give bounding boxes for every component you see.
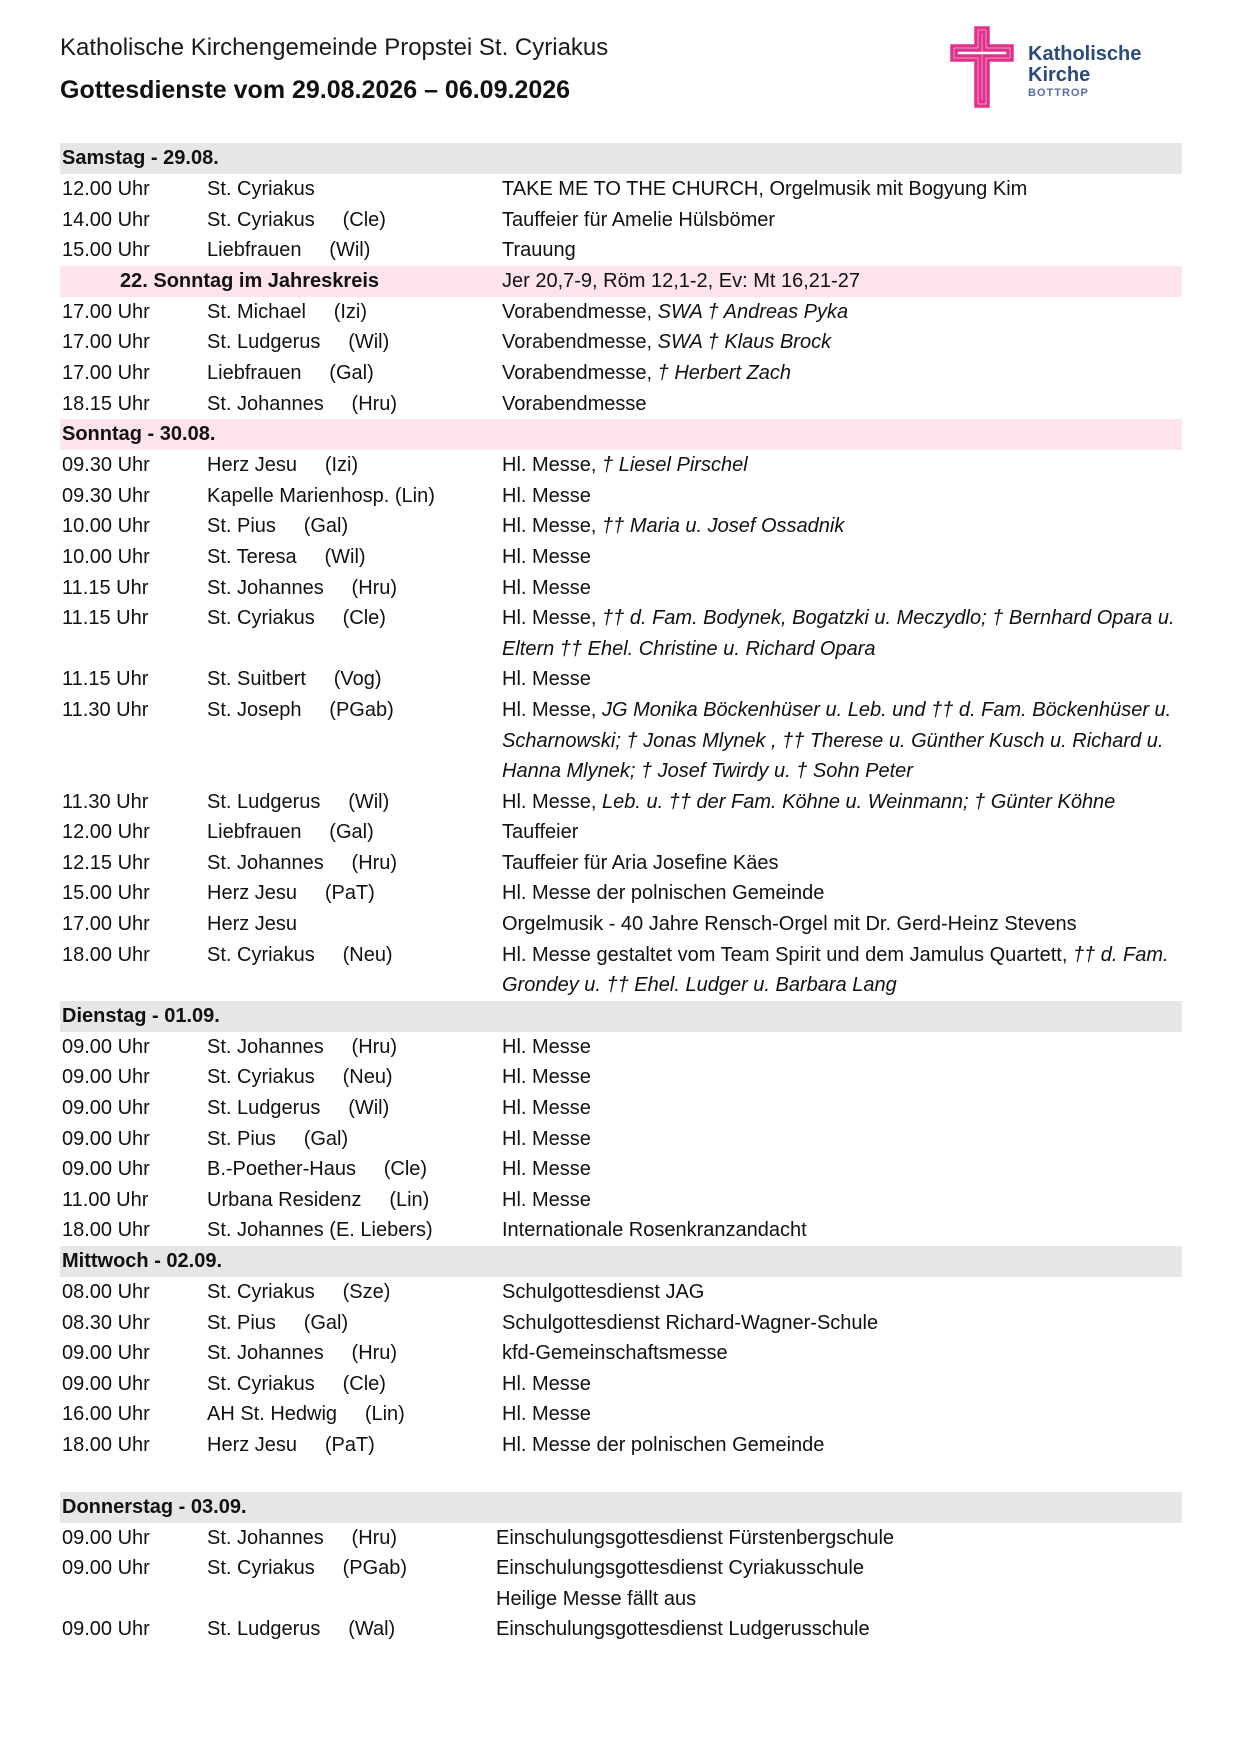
service-type: Hl. Messe xyxy=(502,1035,591,1058)
service-description xyxy=(502,511,1182,542)
service-description xyxy=(502,573,1182,604)
service-time: 09.30 Uhr xyxy=(62,484,150,507)
service-time: 17.00 Uhr xyxy=(62,361,150,384)
service-type: Vorabendmesse xyxy=(502,392,647,415)
service-time: 11.30 Uhr xyxy=(62,790,149,813)
service-description xyxy=(502,205,1182,236)
service-time: 17.00 Uhr xyxy=(62,331,150,354)
service-location: St. Pius (Gal) xyxy=(207,1127,349,1150)
cross-icon xyxy=(950,26,1020,110)
service-time: 09.00 Uhr xyxy=(62,1097,150,1120)
service-type: Hl. Messe xyxy=(502,1127,591,1150)
service-location: St. Cyriakus (Neu) xyxy=(207,943,393,966)
service-location: Urbana Residenz (Lin) xyxy=(207,1188,430,1211)
service-type: Internationale Rosenkranzandacht xyxy=(502,1219,807,1242)
service-type: Hl. Messe xyxy=(502,484,591,507)
service-time: 08.00 Uhr xyxy=(62,1281,150,1303)
service-row xyxy=(60,511,1182,542)
service-row xyxy=(60,1032,1182,1063)
service-row xyxy=(60,695,1182,787)
service-time: 10.00 Uhr xyxy=(62,545,150,568)
service-description xyxy=(502,817,1182,848)
service-description xyxy=(502,1032,1182,1063)
service-location: Liebfrauen (Wil) xyxy=(207,239,371,262)
service-intentions: Leb. u. †† der Fam. Köhne u. Weinmann; † Günter Köhne xyxy=(596,790,1116,813)
service-location: St. Cyriakus (Cle) xyxy=(207,208,386,231)
service-type: Hl. Messe xyxy=(502,576,591,599)
service-row xyxy=(60,1062,1182,1093)
service-location: St. Cyriakus (Neu) xyxy=(207,1066,393,1089)
service-description xyxy=(496,1553,1176,1614)
service-row xyxy=(60,1124,1182,1155)
service-location: St. Cyriakus (Cle) xyxy=(207,607,386,630)
service-description xyxy=(502,909,1182,940)
day-header: Samstag - 29.08. xyxy=(60,143,1182,174)
service-type: Hl. Messe, xyxy=(502,454,597,477)
service-time: 09.00 Uhr xyxy=(62,1035,150,1058)
service-row xyxy=(60,1614,1182,1645)
service-description xyxy=(502,1399,1182,1430)
service-time: 09.00 Uhr xyxy=(62,1557,150,1580)
service-location: St. Teresa (Wil) xyxy=(207,545,366,568)
service-description xyxy=(502,1308,1182,1339)
service-type: Einschulungsgottesdienst Ludgerusschule xyxy=(496,1618,870,1641)
service-row xyxy=(60,603,1182,664)
service-location: Kapelle Marienhosp. (Lin) xyxy=(207,484,435,507)
service-time: 09.00 Uhr xyxy=(62,1526,150,1549)
service-description xyxy=(502,603,1182,664)
service-location: St. Johannes (Hru) xyxy=(207,392,398,415)
service-description xyxy=(502,1093,1182,1124)
service-intentions: †† d. Fam. Grondey u. †† Ehel. Ludger u. Barbara Lang xyxy=(502,943,1169,997)
service-type: kfd-Gemeinschaftsmesse xyxy=(502,1342,728,1365)
service-time: 11.15 Uhr xyxy=(62,607,149,630)
service-location: St. Cyriakus xyxy=(207,178,315,200)
service-intentions: JG Monika Böckenhüser u. Leb. und †† d. Fam. Böckenhüser u. Scharnowski; † Jonas Mlynek , †† Therese u. Günther Kusch u. Richard u. Hanna Mlynek; † Josef Twirdy u. † Sohn Peter xyxy=(502,698,1172,783)
service-type: Hl. Messe xyxy=(502,545,591,568)
service-intentions: † Herbert Zach xyxy=(652,361,792,384)
service-intentions: †† Maria u. Josef Ossadnik xyxy=(596,515,845,538)
service-row xyxy=(60,1523,1182,1554)
spacer xyxy=(60,1461,1182,1492)
service-description xyxy=(502,940,1182,1001)
service-time: 12.15 Uhr xyxy=(62,851,150,874)
service-time: 12.00 Uhr xyxy=(62,821,150,844)
service-location: St. Johannes (Hru) xyxy=(207,576,398,599)
service-description xyxy=(502,481,1182,512)
service-location: St. Joseph (PGab) xyxy=(207,698,394,721)
service-description xyxy=(502,450,1182,481)
service-type: Hl. Messe, xyxy=(502,515,597,538)
service-time: 16.00 Uhr xyxy=(62,1403,150,1426)
day-header: Sonntag - 30.08. xyxy=(60,419,1182,450)
service-location: St. Cyriakus (Sze) xyxy=(207,1281,391,1303)
service-description xyxy=(502,358,1182,389)
service-row xyxy=(60,1369,1182,1400)
service-type: Hl. Messe xyxy=(502,1188,591,1211)
service-time: 09.00 Uhr xyxy=(62,1618,150,1641)
service-location: Herz Jesu (Izi) xyxy=(207,454,359,477)
service-type: Hl. Messe der polnischen Gemeinde xyxy=(502,1433,825,1456)
service-type: Hl. Messe xyxy=(502,1066,591,1089)
service-description xyxy=(496,1523,1176,1554)
service-row xyxy=(60,940,1182,1001)
service-row xyxy=(60,1185,1182,1216)
service-time: 09.00 Uhr xyxy=(62,1127,150,1150)
logo-line1: Katholische xyxy=(1028,43,1142,65)
service-type: Hl. Messe der polnischen Gemeinde xyxy=(502,882,825,905)
service-time: 10.00 Uhr xyxy=(62,515,150,538)
parish-title: Katholische Kirchengemeinde Propstei St. Cyriakus xyxy=(60,34,609,61)
service-location: St. Ludgerus (Wil) xyxy=(207,331,390,354)
service-row xyxy=(60,1215,1182,1246)
service-location: Liebfrauen (Gal) xyxy=(207,821,374,844)
service-time: 18.00 Uhr xyxy=(62,1219,150,1242)
service-description xyxy=(502,1062,1182,1093)
service-row xyxy=(60,358,1182,389)
service-type: Tauffeier für Amelie Hülsbömer xyxy=(502,208,776,231)
service-description xyxy=(502,1215,1182,1246)
service-location: St. Johannes (Hru) xyxy=(207,851,398,874)
service-row xyxy=(60,878,1182,909)
parish-logo xyxy=(950,26,1160,110)
service-location: St. Pius (Gal) xyxy=(207,1311,349,1334)
service-time: 17.00 Uhr xyxy=(62,300,150,323)
feast-name: 22. Sonntag im Jahreskreis xyxy=(120,269,380,292)
day-header: Dienstag - 01.09. xyxy=(60,1001,1182,1032)
service-row xyxy=(60,327,1182,358)
service-location: St. Johannes (Hru) xyxy=(207,1035,398,1058)
service-row xyxy=(60,1093,1182,1124)
service-time: 15.00 Uhr xyxy=(62,882,150,905)
service-location: Herz Jesu (PaT) xyxy=(207,1433,375,1456)
day-header: Donnerstag - 03.09. xyxy=(60,1492,1182,1523)
service-description xyxy=(502,235,1182,266)
service-row xyxy=(60,664,1182,695)
service-type: Hl. Messe xyxy=(502,668,591,691)
logo-wordmark xyxy=(1028,44,1141,100)
service-type: Tauffeier xyxy=(502,821,579,844)
service-type: Vorabendmesse, xyxy=(502,300,653,323)
service-row xyxy=(60,573,1182,604)
service-type: Vorabendmesse, xyxy=(502,331,653,354)
service-description xyxy=(502,1154,1182,1185)
service-time: 18.00 Uhr xyxy=(62,1433,150,1456)
service-description xyxy=(502,1277,1182,1308)
service-row xyxy=(60,542,1182,573)
service-row xyxy=(60,787,1182,818)
service-row xyxy=(60,1399,1182,1430)
service-time: 17.00 Uhr xyxy=(62,913,150,936)
service-description xyxy=(502,848,1182,879)
service-type: Hl. Messe xyxy=(502,1097,591,1120)
service-time: 08.30 Uhr xyxy=(62,1311,150,1334)
service-row xyxy=(60,450,1182,481)
service-description xyxy=(502,664,1182,695)
logo-line2: Kirche xyxy=(1028,64,1091,86)
service-row xyxy=(60,297,1182,328)
service-time: 12.00 Uhr xyxy=(62,178,150,200)
service-time: 11.15 Uhr xyxy=(62,668,149,691)
service-type: Schulgottesdienst JAG xyxy=(502,1281,705,1303)
service-type: Einschulungsgottesdienst Fürstenbergschule xyxy=(496,1526,895,1549)
service-location: St. Pius (Gal) xyxy=(207,515,349,538)
service-location: St. Suitbert (Vog) xyxy=(207,668,382,691)
service-row xyxy=(60,174,1182,205)
service-type: TAKE ME TO THE CHURCH, Orgelmusik mit Bogyung Kim xyxy=(502,178,1028,200)
service-description xyxy=(502,297,1182,328)
service-time: 09.00 Uhr xyxy=(62,1158,150,1181)
service-description xyxy=(502,1369,1182,1400)
service-row xyxy=(60,1553,1182,1614)
service-row xyxy=(60,848,1182,879)
service-time: 09.30 Uhr xyxy=(62,454,150,477)
service-time: 18.00 Uhr xyxy=(62,943,150,966)
service-description xyxy=(502,389,1182,420)
service-time: 11.00 Uhr xyxy=(62,1188,149,1211)
service-time: 09.00 Uhr xyxy=(62,1066,150,1089)
service-time: 14.00 Uhr xyxy=(62,208,150,231)
service-description xyxy=(502,695,1182,787)
service-location: Herz Jesu (PaT) xyxy=(207,882,375,905)
service-type: Tauffeier für Aria Josefine Käes xyxy=(502,851,779,874)
service-time: 11.30 Uhr xyxy=(62,698,149,721)
service-row xyxy=(60,1308,1182,1339)
service-row xyxy=(60,817,1182,848)
service-time: 09.00 Uhr xyxy=(62,1342,150,1365)
service-row xyxy=(60,481,1182,512)
service-time: 18.15 Uhr xyxy=(62,392,150,415)
service-location: St. Cyriakus (Cle) xyxy=(207,1372,386,1395)
service-schedule xyxy=(60,143,1182,1645)
service-intentions: SWA † Klaus Brock xyxy=(652,331,832,354)
service-description xyxy=(502,878,1182,909)
service-type: Hl. Messe, xyxy=(502,698,597,721)
service-description xyxy=(496,1614,1176,1645)
service-intentions: SWA † Andreas Pyka xyxy=(652,300,849,323)
service-location: St. Michael (Izi) xyxy=(207,300,368,323)
schedule-subtitle: Gottesdienste vom 29.08.2026 – 06.09.2026 xyxy=(60,76,571,104)
service-location: St. Cyriakus (PGab) xyxy=(207,1557,408,1580)
service-description xyxy=(502,542,1182,573)
service-intentions: † Liesel Pirschel xyxy=(596,454,748,477)
service-location: St. Johannes (Hru) xyxy=(207,1342,398,1365)
service-description xyxy=(502,1124,1182,1155)
service-row xyxy=(60,205,1182,236)
service-time: 11.15 Uhr xyxy=(62,576,149,599)
service-row xyxy=(60,1338,1182,1369)
service-type: Hl. Messe xyxy=(502,1403,591,1426)
service-description xyxy=(502,1430,1182,1461)
service-row xyxy=(60,909,1182,940)
service-location: Herz Jesu xyxy=(207,913,298,936)
service-location: St. Johannes (E. Liebers) xyxy=(207,1219,433,1242)
service-time: 09.00 Uhr xyxy=(62,1372,150,1395)
service-description xyxy=(502,174,1182,205)
service-description xyxy=(502,1338,1182,1369)
service-description xyxy=(502,787,1182,818)
service-type: Orgelmusik - 40 Jahre Rensch-Orgel mit Dr. Gerd-Heinz Stevens xyxy=(502,913,1077,936)
service-row xyxy=(60,1277,1182,1308)
service-location: AH St. Hedwig (Lin) xyxy=(207,1403,405,1426)
service-location: St. Ludgerus (Wil) xyxy=(207,790,390,813)
service-description xyxy=(502,1185,1182,1216)
service-row xyxy=(60,1154,1182,1185)
service-row xyxy=(60,389,1182,420)
service-type: Trauung xyxy=(502,239,576,262)
service-row xyxy=(60,1430,1182,1461)
service-time: 15.00 Uhr xyxy=(62,239,150,262)
service-type: Hl. Messe gestaltet vom Team Spirit und dem Jamulus Quartett, xyxy=(502,943,1068,966)
service-location: Liebfrauen (Gal) xyxy=(207,361,374,384)
service-description xyxy=(502,327,1182,358)
service-type: Hl. Messe xyxy=(502,1158,591,1181)
service-row xyxy=(60,235,1182,266)
service-type: Hl. Messe, xyxy=(502,607,597,630)
day-header: Mittwoch - 02.09. xyxy=(60,1246,1182,1277)
service-intentions: †† d. Fam. Bodynek, Bogatzki u. Meczydlo; † Bernhard Opara u. Eltern †† Ehel. Christine u. Richard Opara xyxy=(502,607,1175,660)
service-type: Schulgottesdienst Richard-Wagner-Schule xyxy=(502,1311,879,1334)
service-type: Hl. Messe xyxy=(502,1372,591,1395)
feast-readings: Jer 20,7-9, Röm 12,1-2, Ev: Mt 16,21-27 xyxy=(502,269,860,292)
service-type: Hl. Messe, xyxy=(502,790,597,813)
service-location: St. Johannes (Hru) xyxy=(207,1526,398,1549)
service-note: Heilige Messe fällt aus xyxy=(496,1587,697,1610)
service-location: St. Ludgerus (Wil) xyxy=(207,1097,390,1120)
service-location: B.-Poether-Haus (Cle) xyxy=(207,1158,428,1181)
service-type: Vorabendmesse, xyxy=(502,361,653,384)
logo-line3: BOTTROP xyxy=(1028,87,1089,99)
feast-header xyxy=(60,266,1182,297)
service-type: Einschulungsgottesdienst Cyriakusschule xyxy=(496,1557,864,1580)
service-location: St. Ludgerus (Wal) xyxy=(207,1618,396,1641)
